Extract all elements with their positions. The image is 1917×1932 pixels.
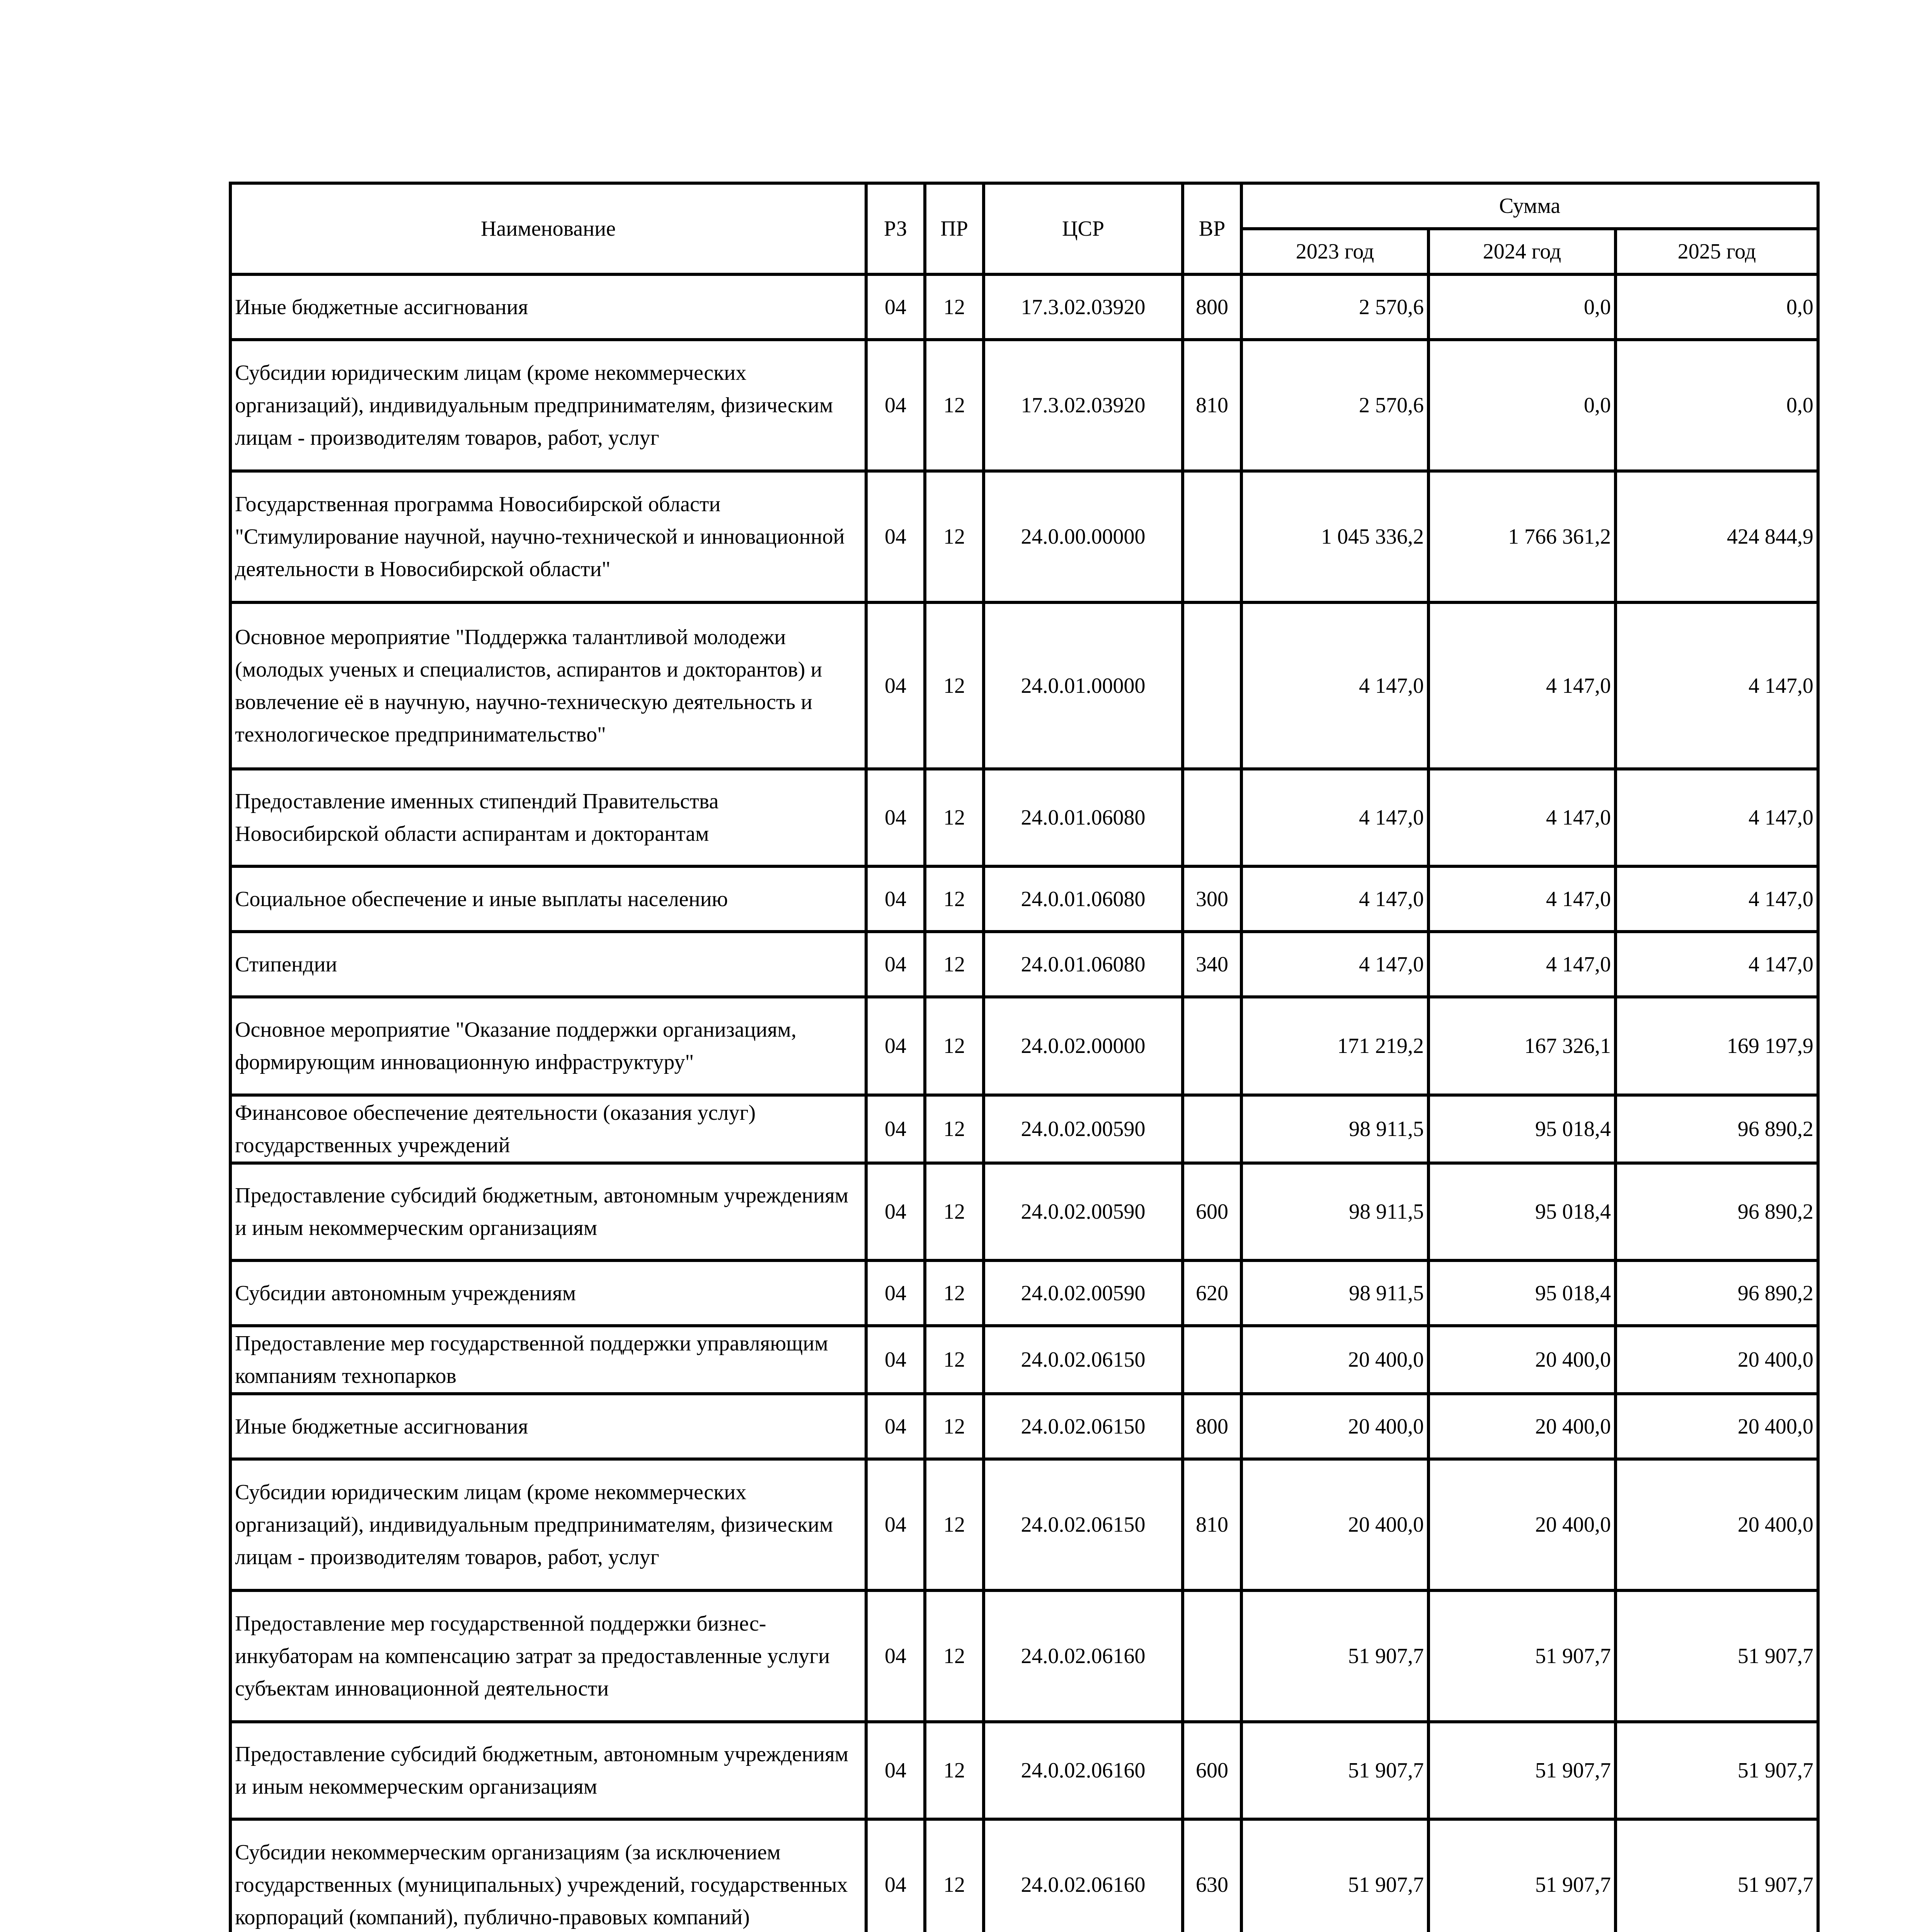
cell-pr: 12 [925, 769, 984, 866]
cell-pr: 12 [925, 1459, 984, 1590]
header-name: Наименование [230, 183, 866, 274]
cell-vr: 620 [1183, 1260, 1241, 1326]
cell-csr: 24.0.02.00590 [984, 1163, 1183, 1260]
table-row [230, 997, 1818, 1095]
cell-pr: 12 [925, 1095, 984, 1163]
cell-rz: 04 [866, 340, 925, 471]
cell-2023: 51 907,7 [1241, 1590, 1428, 1722]
cell-csr: 24.0.02.00590 [984, 1095, 1183, 1163]
cell-2023: 4 147,0 [1241, 932, 1428, 997]
cell-2023: 4 147,0 [1241, 602, 1428, 769]
budget-table [229, 182, 1820, 1932]
cell-pr: 12 [925, 1590, 984, 1722]
cell-rz: 04 [866, 1326, 925, 1394]
cell-2023: 98 911,5 [1241, 1095, 1428, 1163]
cell-pr: 12 [925, 866, 984, 932]
cell-csr: 24.0.02.06150 [984, 1394, 1183, 1459]
cell-2025: 4 147,0 [1616, 932, 1818, 997]
cell-csr: 24.0.01.06080 [984, 866, 1183, 932]
cell-2024: 1 766 361,2 [1428, 471, 1616, 602]
cell-vr [1183, 1590, 1241, 1722]
cell-2025: 96 890,2 [1616, 1163, 1818, 1260]
cell-csr: 24.0.02.06150 [984, 1459, 1183, 1590]
cell-rz: 04 [866, 1722, 925, 1819]
cell-pr: 12 [925, 1722, 984, 1819]
cell-2023: 20 400,0 [1241, 1459, 1428, 1590]
cell-2025: 96 890,2 [1616, 1260, 1818, 1326]
cell-csr: 17.3.02.03920 [984, 274, 1183, 340]
cell-csr: 24.0.01.00000 [984, 602, 1183, 769]
cell-vr [1183, 769, 1241, 866]
cell-2025: 4 147,0 [1616, 866, 1818, 932]
cell-pr: 12 [925, 1163, 984, 1260]
cell-2025: 96 890,2 [1616, 1095, 1818, 1163]
cell-pr: 12 [925, 1394, 984, 1459]
cell-2025: 424 844,9 [1616, 471, 1818, 602]
cell-name: Стипендии [230, 932, 866, 997]
cell-csr: 24.0.02.06150 [984, 1326, 1183, 1394]
cell-2024: 95 018,4 [1428, 1095, 1616, 1163]
cell-vr: 600 [1183, 1163, 1241, 1260]
header-row-top [230, 183, 1818, 229]
cell-rz: 04 [866, 1260, 925, 1326]
cell-2024: 20 400,0 [1428, 1459, 1616, 1590]
cell-2024: 0,0 [1428, 340, 1616, 471]
cell-rz: 04 [866, 1459, 925, 1590]
cell-rz: 04 [866, 997, 925, 1095]
table-row [230, 1095, 1818, 1163]
cell-2024: 95 018,4 [1428, 1163, 1616, 1260]
cell-2025: 4 147,0 [1616, 602, 1818, 769]
table-row [230, 769, 1818, 866]
cell-csr: 24.0.02.00000 [984, 997, 1183, 1095]
cell-2025: 4 147,0 [1616, 769, 1818, 866]
cell-2023: 20 400,0 [1241, 1394, 1428, 1459]
header-rz: РЗ [866, 183, 925, 274]
cell-2023: 4 147,0 [1241, 866, 1428, 932]
cell-vr: 630 [1183, 1819, 1241, 1932]
cell-2025: 169 197,9 [1616, 997, 1818, 1095]
cell-rz: 04 [866, 1095, 925, 1163]
cell-2025: 51 907,7 [1616, 1590, 1818, 1722]
cell-name: Предоставление именных стипендий Правительства Новосибирской области аспирантам и докторантам [230, 769, 866, 866]
cell-name: Субсидии некоммерческим организациям (за исключением государственных (муниципальных) учреждений, государственных корпораций (компаний), публично-правовых компаний) [230, 1819, 866, 1932]
cell-2023: 98 911,5 [1241, 1260, 1428, 1326]
table-row [230, 274, 1818, 340]
cell-pr: 12 [925, 1326, 984, 1394]
cell-csr: 24.0.02.06160 [984, 1590, 1183, 1722]
cell-name: Субсидии автономным учреждениям [230, 1260, 866, 1326]
cell-csr: 24.0.02.06160 [984, 1722, 1183, 1819]
cell-pr: 12 [925, 1260, 984, 1326]
cell-vr: 600 [1183, 1722, 1241, 1819]
cell-2024: 51 907,7 [1428, 1722, 1616, 1819]
cell-2024: 20 400,0 [1428, 1394, 1616, 1459]
cell-vr: 810 [1183, 1459, 1241, 1590]
cell-2025: 51 907,7 [1616, 1819, 1818, 1932]
cell-name: Основное мероприятие "Поддержка талантливой молодежи (молодых ученых и специалистов, аспирантов и докторантов) и вовлечение её в научную, научно-техническую деятельность и технологическое предпринимательство" [230, 602, 866, 769]
cell-vr: 810 [1183, 340, 1241, 471]
table-row [230, 340, 1818, 471]
cell-2025: 0,0 [1616, 274, 1818, 340]
cell-name: Финансовое обеспечение деятельности (оказания услуг) государственных учреждений [230, 1095, 866, 1163]
cell-name: Предоставление мер государственной поддержки бизнес-инкубаторам на компенсацию затрат за предоставленные услуги субъектам инновационной деятельности [230, 1590, 866, 1722]
header-2024: 2024 год [1428, 229, 1616, 274]
cell-2025: 20 400,0 [1616, 1326, 1818, 1394]
cell-2025: 51 907,7 [1616, 1722, 1818, 1819]
cell-csr: 24.0.02.00590 [984, 1260, 1183, 1326]
header-vr: ВР [1183, 183, 1241, 274]
cell-pr: 12 [925, 471, 984, 602]
cell-rz: 04 [866, 932, 925, 997]
cell-rz: 04 [866, 1590, 925, 1722]
cell-csr: 24.0.02.06160 [984, 1819, 1183, 1932]
cell-name: Иные бюджетные ассигнования [230, 274, 866, 340]
cell-csr: 24.0.01.06080 [984, 932, 1183, 997]
cell-vr [1183, 602, 1241, 769]
table-row [230, 1394, 1818, 1459]
cell-name: Государственная программа Новосибирской области "Стимулирование научной, научно-технической и инновационной деятельности в Новосибирской области" [230, 471, 866, 602]
cell-name: Субсидии юридическим лицам (кроме некоммерческих организаций), индивидуальным предпринимателям, физическим лицам - производителям товаров, работ, услуг [230, 340, 866, 471]
cell-rz: 04 [866, 1819, 925, 1932]
cell-2024: 167 326,1 [1428, 997, 1616, 1095]
table-row [230, 1260, 1818, 1326]
cell-rz: 04 [866, 602, 925, 769]
table-row [230, 1459, 1818, 1590]
cell-name: Основное мероприятие "Оказание поддержки организациям, формирующим инновационную инфраструктуру" [230, 997, 866, 1095]
cell-vr: 800 [1183, 1394, 1241, 1459]
cell-rz: 04 [866, 1163, 925, 1260]
table-body [230, 274, 1818, 1932]
table-row [230, 1819, 1818, 1932]
cell-vr [1183, 997, 1241, 1095]
cell-rz: 04 [866, 471, 925, 602]
cell-vr [1183, 471, 1241, 602]
cell-2023: 2 570,6 [1241, 340, 1428, 471]
header-csr: ЦСР [984, 183, 1183, 274]
cell-vr: 300 [1183, 866, 1241, 932]
cell-2024: 4 147,0 [1428, 866, 1616, 932]
cell-2024: 4 147,0 [1428, 932, 1616, 997]
cell-2023: 2 570,6 [1241, 274, 1428, 340]
header-sum: Сумма [1241, 183, 1818, 229]
cell-2023: 1 045 336,2 [1241, 471, 1428, 602]
table-row [230, 1590, 1818, 1722]
cell-2025: 20 400,0 [1616, 1394, 1818, 1459]
cell-name: Субсидии юридическим лицам (кроме некоммерческих организаций), индивидуальным предпринимателям, физическим лицам - производителям товаров, работ, услуг [230, 1459, 866, 1590]
cell-2023: 171 219,2 [1241, 997, 1428, 1095]
cell-name: Социальное обеспечение и иные выплаты населению [230, 866, 866, 932]
cell-pr: 12 [925, 997, 984, 1095]
cell-2025: 20 400,0 [1616, 1459, 1818, 1590]
table-row [230, 1722, 1818, 1819]
header-pr: ПР [925, 183, 984, 274]
cell-2025: 0,0 [1616, 340, 1818, 471]
cell-2024: 0,0 [1428, 274, 1616, 340]
cell-2023: 98 911,5 [1241, 1163, 1428, 1260]
cell-name: Предоставление субсидий бюджетным, автономным учреждениям и иным некоммерческим организациям [230, 1722, 866, 1819]
table-row [230, 602, 1818, 769]
cell-2024: 95 018,4 [1428, 1260, 1616, 1326]
table-row [230, 471, 1818, 602]
table-row [230, 1163, 1818, 1260]
cell-2024: 4 147,0 [1428, 602, 1616, 769]
cell-2023: 51 907,7 [1241, 1722, 1428, 1819]
cell-vr [1183, 1095, 1241, 1163]
cell-rz: 04 [866, 769, 925, 866]
cell-pr: 12 [925, 602, 984, 769]
cell-name: Предоставление субсидий бюджетным, автономным учреждениям и иным некоммерческим организациям [230, 1163, 866, 1260]
cell-csr: 17.3.02.03920 [984, 340, 1183, 471]
cell-pr: 12 [925, 340, 984, 471]
cell-csr: 24.0.00.00000 [984, 471, 1183, 602]
table-row [230, 1326, 1818, 1394]
cell-2023: 20 400,0 [1241, 1326, 1428, 1394]
cell-2024: 4 147,0 [1428, 769, 1616, 866]
cell-name: Предоставление мер государственной поддержки управляющим компаниям технопарков [230, 1326, 866, 1394]
header-2023: 2023 год [1241, 229, 1428, 274]
cell-rz: 04 [866, 1394, 925, 1459]
cell-2024: 20 400,0 [1428, 1326, 1616, 1394]
cell-rz: 04 [866, 274, 925, 340]
header-2025: 2025 год [1616, 229, 1818, 274]
cell-vr: 340 [1183, 932, 1241, 997]
cell-name: Иные бюджетные ассигнования [230, 1394, 866, 1459]
cell-pr: 12 [925, 274, 984, 340]
table-row [230, 866, 1818, 932]
cell-pr: 12 [925, 932, 984, 997]
cell-vr: 800 [1183, 274, 1241, 340]
cell-vr [1183, 1326, 1241, 1394]
cell-rz: 04 [866, 866, 925, 932]
cell-2023: 4 147,0 [1241, 769, 1428, 866]
table-row [230, 932, 1818, 997]
cell-2024: 51 907,7 [1428, 1819, 1616, 1932]
cell-2023: 51 907,7 [1241, 1819, 1428, 1932]
cell-csr: 24.0.01.06080 [984, 769, 1183, 866]
cell-pr: 12 [925, 1819, 984, 1932]
cell-2024: 51 907,7 [1428, 1590, 1616, 1722]
